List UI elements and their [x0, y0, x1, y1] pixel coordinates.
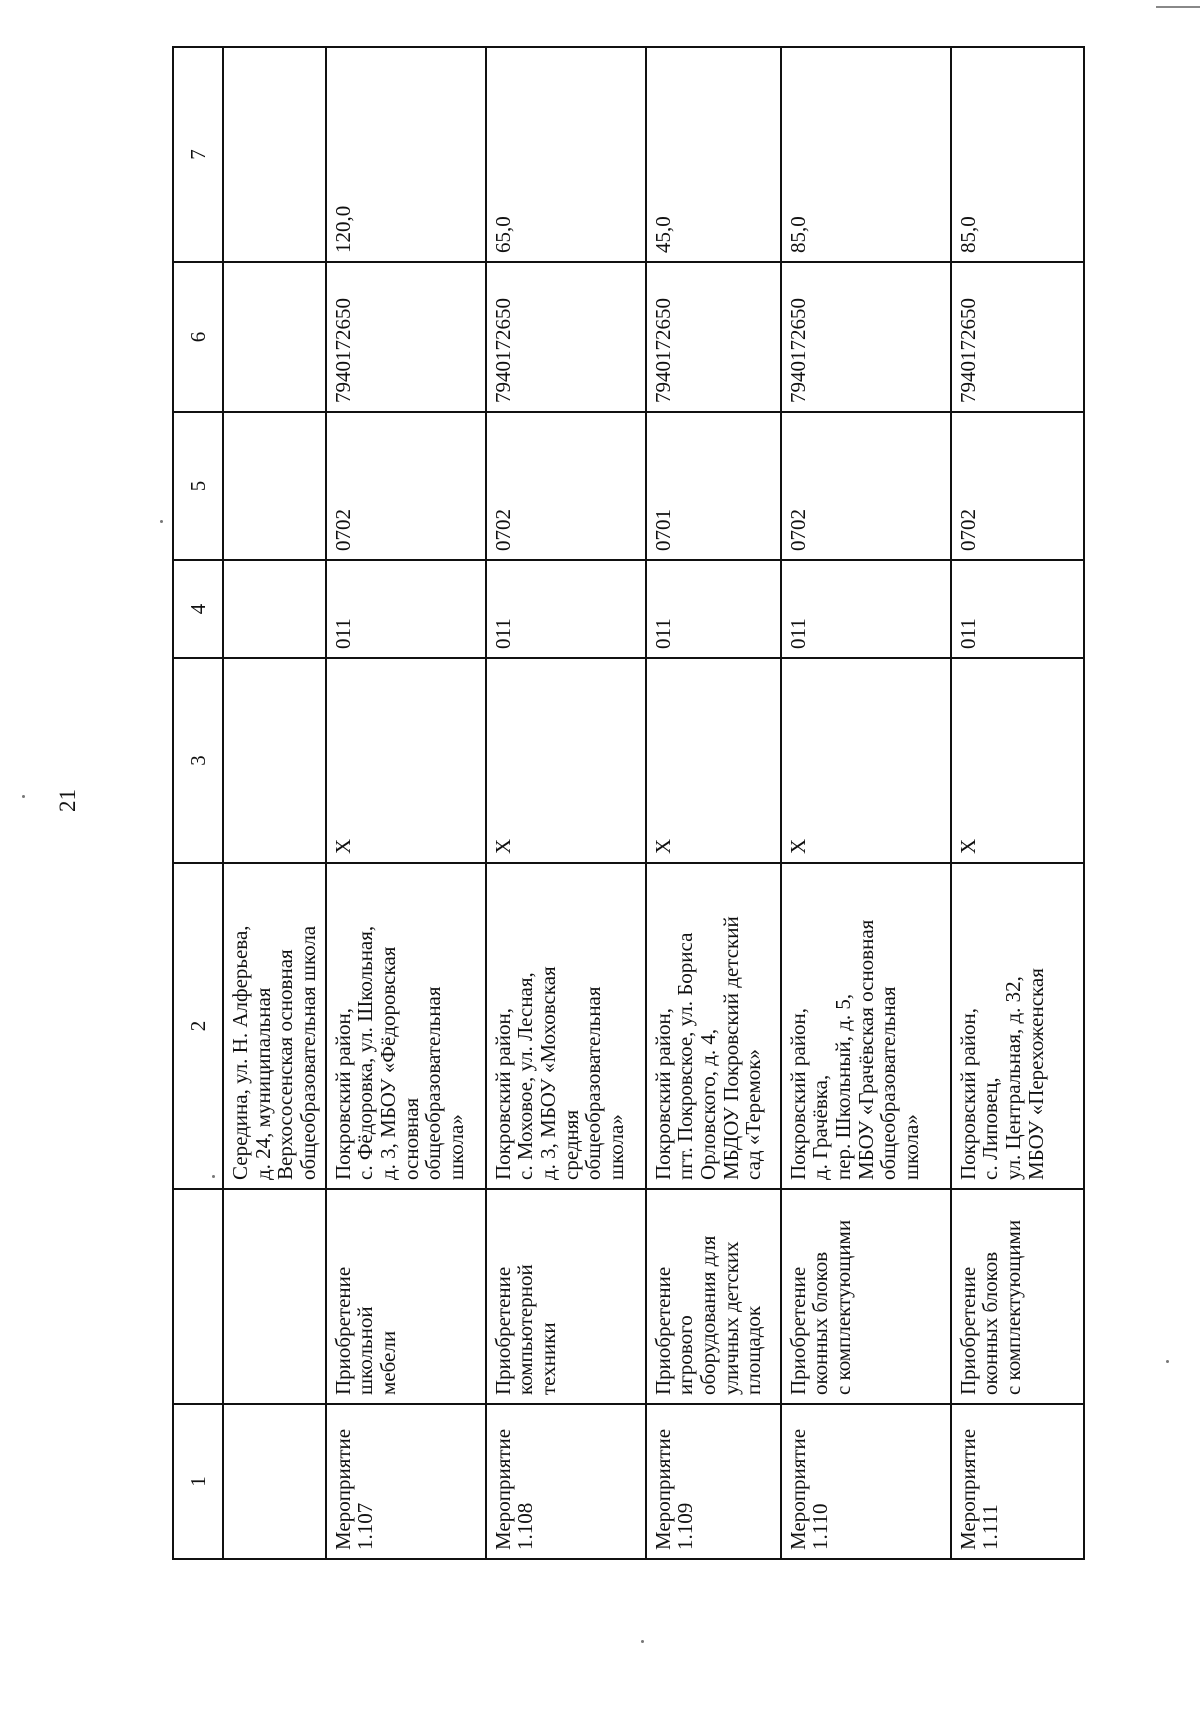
measure-description: Приобретение школьной мебели — [326, 1189, 486, 1404]
col3-value: X — [951, 658, 1084, 863]
header-col-1: 1 — [173, 1404, 223, 1559]
col4-value: 011 — [326, 560, 486, 658]
header-col-4: 4 — [173, 560, 223, 658]
measure-id: Мероприятие 1.109 — [646, 1404, 781, 1559]
measure-description — [223, 1189, 326, 1404]
measure-description: Приобретение оконных блоков с комплектующими — [781, 1189, 951, 1404]
table-row — [646, 47, 781, 1559]
measure-address: Покровский район, с. Моховое, ул. Лесная, д. 3, МБОУ «Моховская средняя общеобразовательная школа» — [486, 863, 646, 1189]
col6-value: 7940172650 — [781, 262, 951, 412]
rotated-table-wrapper — [172, 48, 1080, 1560]
col7-value — [223, 47, 326, 262]
measure-id: Мероприятие 1.111 — [951, 1404, 1084, 1559]
col4-value: 011 — [646, 560, 781, 658]
col3-value — [223, 658, 326, 863]
header-col-3: 3 — [173, 658, 223, 863]
column-number-row — [173, 47, 223, 1559]
col5-value: 0701 — [646, 412, 781, 560]
col3-value: X — [326, 658, 486, 863]
col5-value — [223, 412, 326, 560]
measure-address: Покровский район, пгт. Покровское, ул. Бориса Орловского, д. 4, МБДОУ Покровский детский сад «Теремок» — [646, 863, 781, 1189]
measure-address: Покровский район, д. Грачёвка, пер. Школьный, д. 5, МБОУ «Грачёвская основная общеобразовательная школа» — [781, 863, 951, 1189]
col3-value: X — [486, 658, 646, 863]
col4-value — [223, 560, 326, 658]
table-row — [486, 47, 646, 1559]
col6-value: 7940172650 — [646, 262, 781, 412]
measure-description: Приобретение оконных блоков с комплектующими — [951, 1189, 1084, 1404]
col4-value: 011 — [781, 560, 951, 658]
col6-value: 7940172650 — [486, 262, 646, 412]
col3-value: X — [646, 658, 781, 863]
measure-address: Покровский район, с. Фёдоровка, ул. Школьная, д. 3, МБОУ «Фёдоровская основная общеобразовательная школа» — [326, 863, 486, 1189]
table-row — [326, 47, 486, 1559]
measure-id — [223, 1404, 326, 1559]
measure-description: Приобретение игрового оборудования для уличных детских площадок — [646, 1189, 781, 1404]
col5-value: 0702 — [326, 412, 486, 560]
col6-value: 7940172650 — [326, 262, 486, 412]
col4-value: 011 — [486, 560, 646, 658]
scan-speck — [1166, 1360, 1169, 1363]
measure-id: Мероприятие 1.110 — [781, 1404, 951, 1559]
col4-value: 011 — [951, 560, 1084, 658]
measures-table — [172, 46, 1085, 1560]
header-col-6: 6 — [173, 262, 223, 412]
header-col-7: 7 — [173, 47, 223, 262]
col5-value: 0702 — [781, 412, 951, 560]
table-row-continuation — [223, 47, 326, 1559]
col5-value: 0702 — [486, 412, 646, 560]
col7-value: 65,0 — [486, 47, 646, 262]
measure-description: Приобретение компьютерной техники — [486, 1189, 646, 1404]
page-number: 21 — [55, 789, 80, 812]
col7-value: 45,0 — [646, 47, 781, 262]
scan-speck — [22, 795, 25, 798]
col7-value: 120,0 — [326, 47, 486, 262]
scan-speck — [641, 1640, 644, 1643]
measure-address: Покровский район, с. Липовец, ул. Центральная, д. 32, МБОУ «Перехоженская — [951, 863, 1084, 1189]
col7-value: 85,0 — [951, 47, 1084, 262]
scan-speck — [160, 520, 163, 523]
col6-value — [223, 262, 326, 412]
col7-value: 85,0 — [781, 47, 951, 262]
measure-address: Середина, ул. Н. Алферьева, д. 24, муниципальная Верхососенская основная общеобразовательная школа — [223, 863, 326, 1189]
header-col-1b — [173, 1189, 223, 1404]
header-col-5: 5 — [173, 412, 223, 560]
col6-value: 7940172650 — [951, 262, 1084, 412]
measure-id: Мероприятие 1.107 — [326, 1404, 486, 1559]
col3-value: X — [781, 658, 951, 863]
scan-artifact-line — [1156, 6, 1200, 8]
header-col-2: 2 — [173, 863, 223, 1189]
table-row — [951, 47, 1084, 1559]
measure-id: Мероприятие 1.108 — [486, 1404, 646, 1559]
col5-value: 0702 — [951, 412, 1084, 560]
table-row — [781, 47, 951, 1559]
